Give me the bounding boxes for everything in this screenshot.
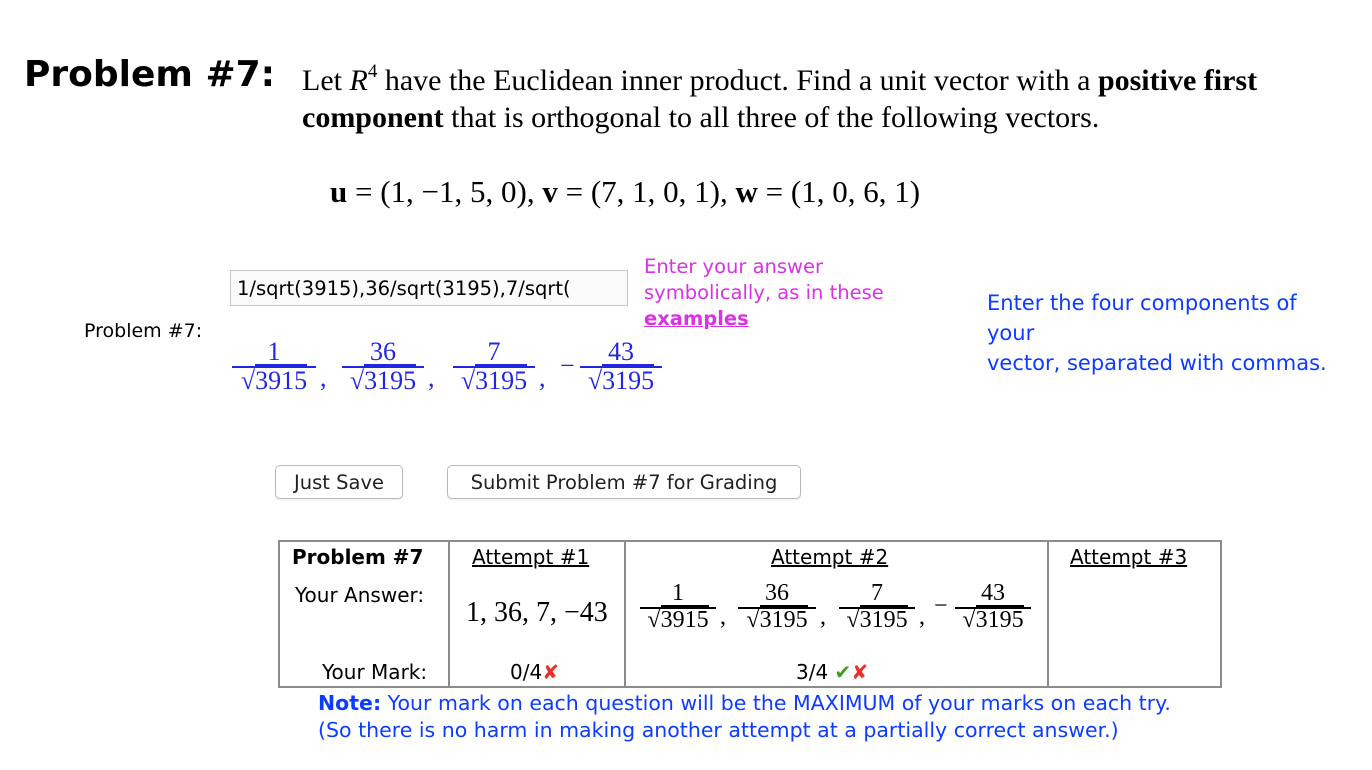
attempt-2-mark [796, 660, 868, 684]
numerator: 1 [267, 337, 281, 366]
radicand: 3195 [475, 366, 528, 396]
minus-sign: − [934, 593, 948, 620]
fraction [453, 337, 535, 397]
note-text: Your mark on each question will be the MAXIMUM of your marks on each try. [381, 691, 1171, 715]
sqrt-icon: √ [587, 366, 603, 396]
problem-side-label: Problem #7: [84, 320, 203, 342]
sqrt-icon: √ [240, 366, 256, 396]
attempt-1-header: Attempt #1 [472, 545, 590, 569]
sqrt-icon: √ [460, 366, 476, 396]
fraction [839, 580, 915, 635]
numerator: 1 [672, 580, 684, 606]
denominator [955, 607, 1031, 634]
statement-bold: positive first component [302, 64, 1258, 134]
just-save-button[interactable]: Just Save [275, 465, 403, 499]
comma-separator: , [320, 363, 327, 392]
sqrt-icon: √ [846, 606, 860, 633]
table-problem-label: Problem #7 [292, 545, 424, 569]
minus-sign: − [560, 351, 575, 381]
grading-note [318, 690, 1171, 744]
comma-separator: , [539, 363, 546, 392]
radicand: 3195 [602, 366, 655, 396]
check-icon: ✔ [834, 660, 852, 684]
radicand: 3195 [975, 606, 1024, 633]
denominator [640, 607, 716, 634]
numerator: 36 [370, 337, 396, 366]
answer-hint [644, 254, 944, 332]
radicand: 3195 [859, 606, 908, 633]
fraction [640, 580, 716, 635]
radicand: 3915 [660, 606, 709, 633]
answer-instructions: Enter the four components of your vector, separated with commas. [987, 291, 1327, 375]
denominator [839, 607, 915, 634]
sqrt-icon: √ [647, 606, 661, 633]
attempt-3-header: Attempt #3 [1070, 545, 1188, 569]
given-vectors: u = (1, −1, 5, 0), v = (7, 1, 0, 1), w = (1, 0, 6, 1) [330, 174, 921, 209]
sqrt-icon: √ [962, 606, 976, 633]
examples-link[interactable]: examples [644, 307, 749, 330]
radicand: 3915 [255, 366, 308, 396]
statement-R: R [349, 64, 368, 97]
numerator: 7 [871, 580, 883, 606]
comma-separator: , [820, 604, 826, 630]
table-divider [1047, 540, 1049, 688]
submit-grading-button[interactable]: Submit Problem #7 for Grading [447, 465, 801, 499]
attempt-1-mark [510, 660, 559, 684]
fraction [232, 337, 316, 397]
numerator: 43 [981, 580, 1005, 606]
your-answer-label: Your Answer: [295, 583, 425, 607]
denominator [738, 607, 816, 634]
attempt-1-mark-value: 0/4 [510, 660, 543, 684]
comma-separator: , [428, 363, 435, 392]
denominator [453, 366, 535, 396]
attempt-1-answer: 1, 36, 7, −43 [466, 597, 608, 628]
denominator [342, 366, 424, 396]
comma-separator: , [919, 604, 925, 630]
comma-separator: , [720, 604, 726, 630]
cross-icon: ✘ [851, 660, 869, 684]
sqrt-icon: √ [746, 606, 760, 633]
your-mark-label: Your Mark: [322, 660, 428, 684]
attempt-2-mark-value: 3/4 [796, 660, 829, 684]
problem-statement [302, 62, 1364, 136]
cross-icon: ✘ [542, 660, 559, 684]
table-divider [624, 540, 626, 688]
statement-mid: have the Euclidean inner product. Find a unit vector with a [377, 64, 1098, 97]
radicand: 3195 [364, 366, 417, 396]
numerator: 36 [765, 580, 789, 606]
numerator: 43 [608, 337, 634, 366]
statement-R-exponent: 4 [367, 61, 378, 82]
denominator [580, 366, 662, 396]
note-line2: (So there is no harm in making another attempt at a partially correct answer.) [318, 718, 1119, 742]
fraction [955, 580, 1031, 635]
problem-heading: Problem #7: [24, 54, 276, 95]
fraction [738, 580, 816, 635]
note-label: Note: [318, 691, 382, 715]
statement-post: that is orthogonal to all three of the following vectors. [443, 101, 1100, 134]
statement-pre: Let [302, 64, 350, 97]
hint-text: Enter your answer symbolically, as in these [644, 255, 884, 304]
sqrt-icon: √ [349, 366, 365, 396]
denominator [232, 366, 316, 396]
attempt-2-header: Attempt #2 [771, 545, 889, 569]
fraction [342, 337, 424, 397]
answer-input[interactable] [230, 270, 628, 306]
radicand: 3195 [759, 606, 808, 633]
numerator: 7 [487, 337, 501, 366]
table-divider [448, 540, 450, 688]
fraction [580, 337, 662, 397]
